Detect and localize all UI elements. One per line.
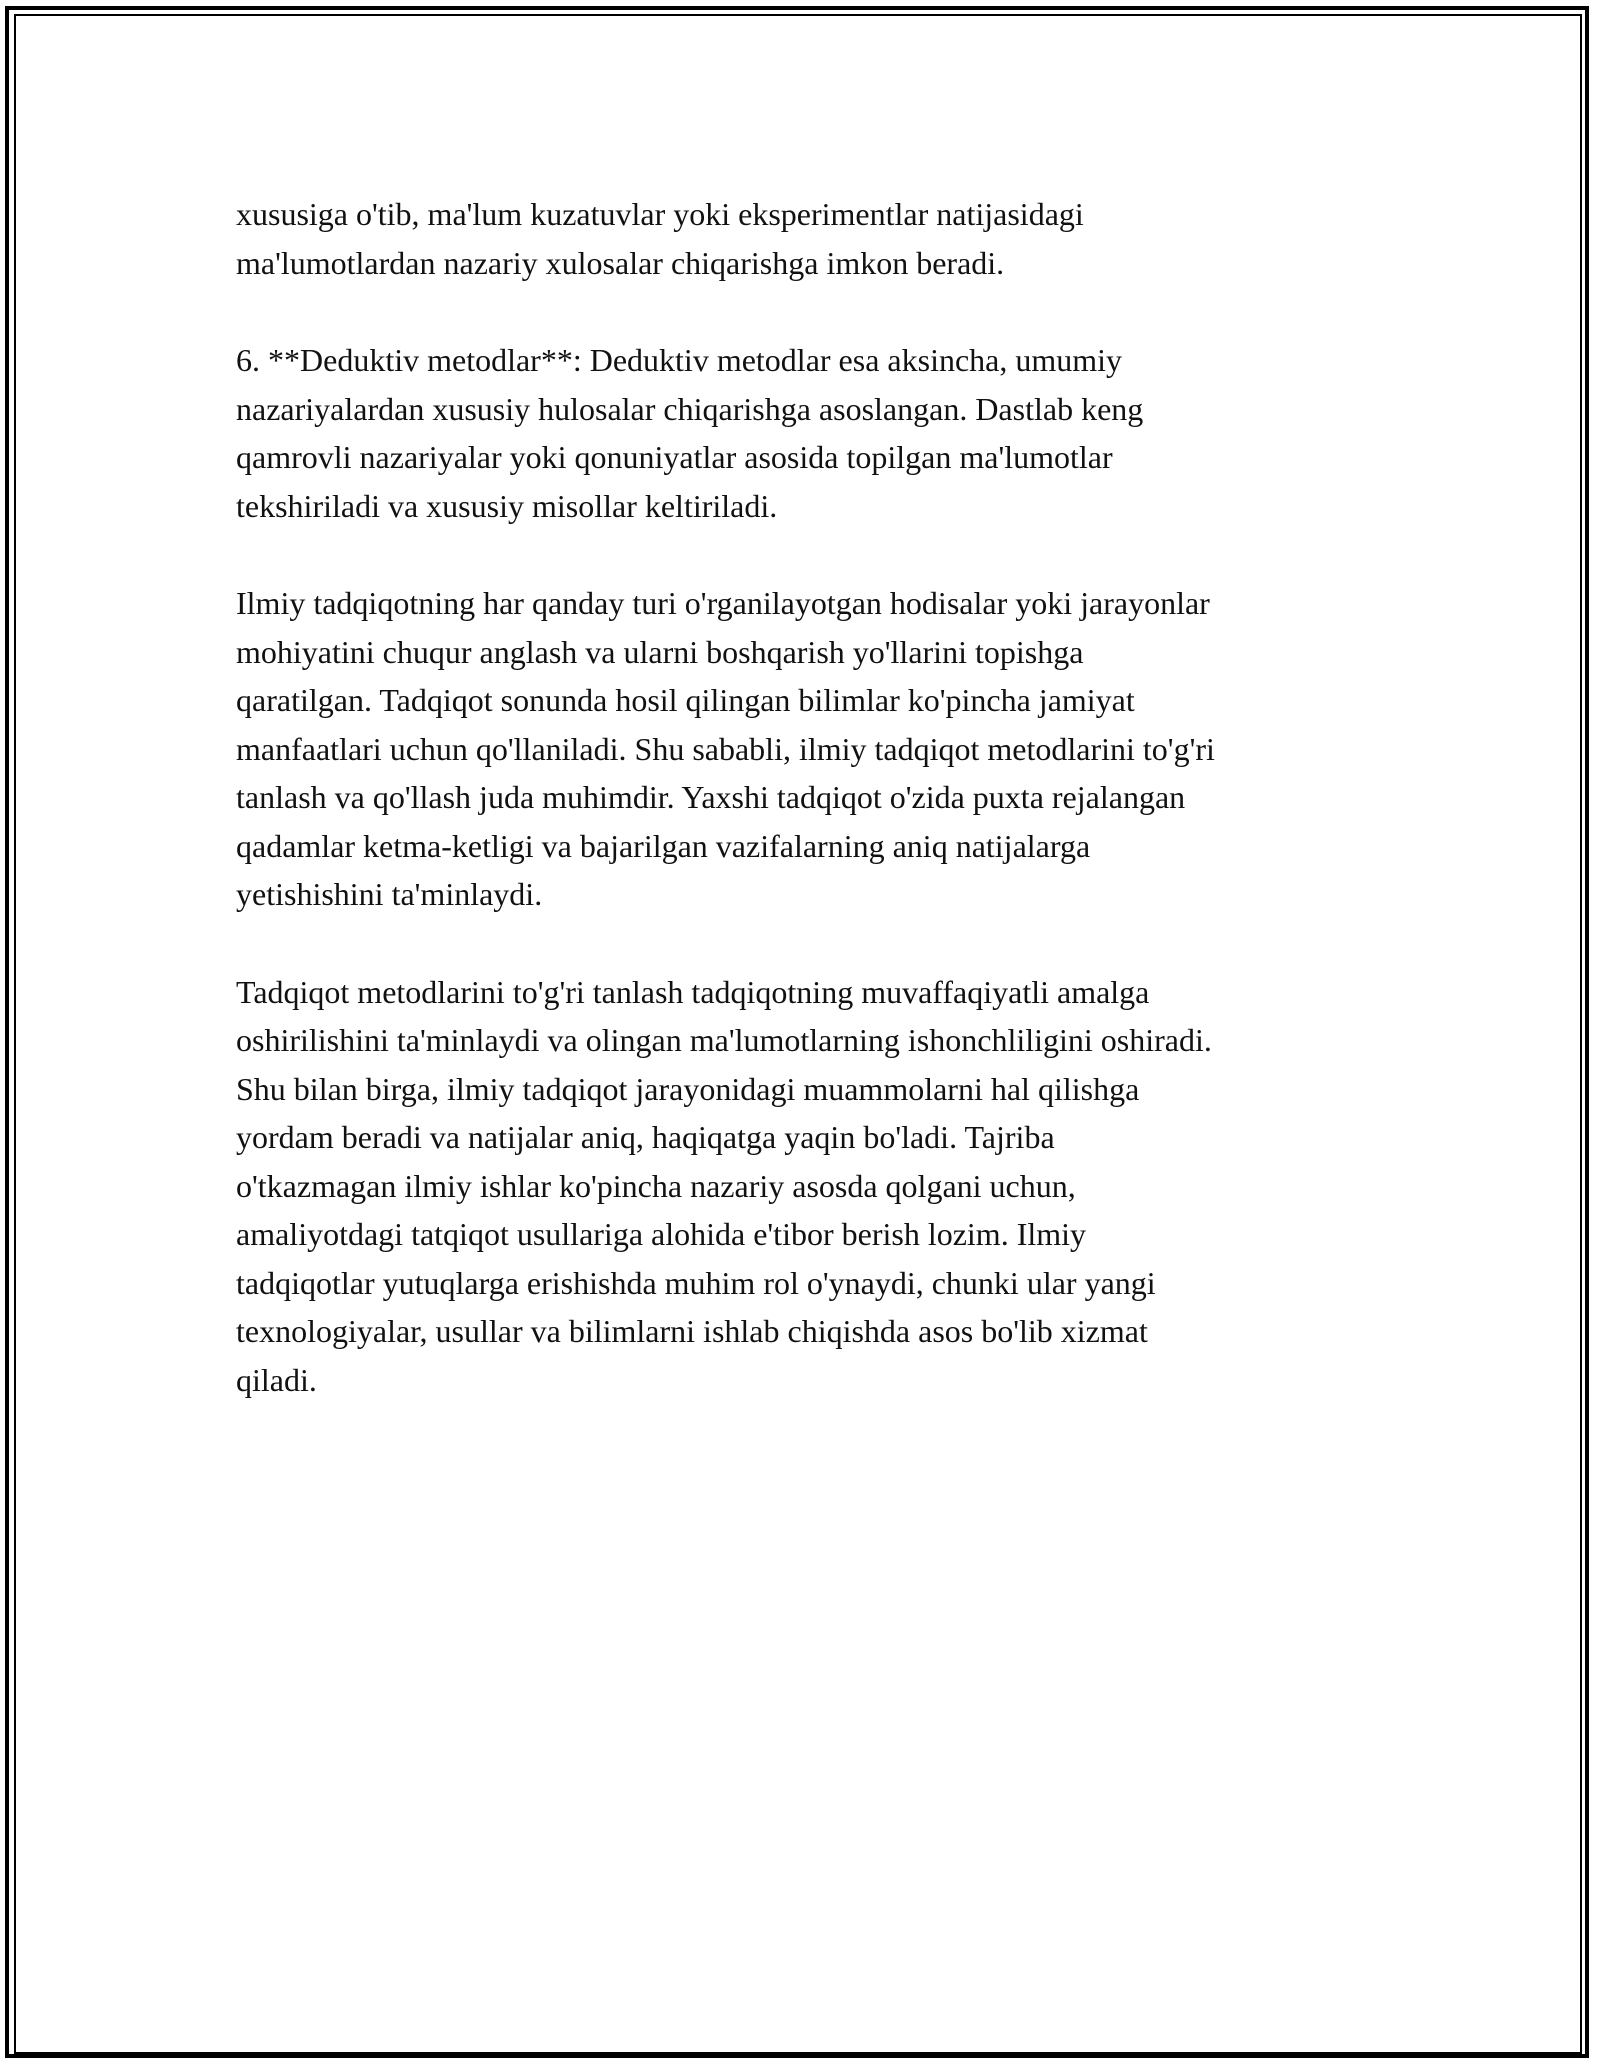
paragraph-method-selection: Tadqiqot metodlarini to'g'ri tanlash tadqiqotning muvaffaqiyatli amalga oshirilishini ta'minlaydi va olingan ma'lumotlarning ishonchliligini oshiradi. Shu bilan birga, ilmiy tadqiqot jarayonidagi muammolarni hal qilishga yordam beradi va natijalar aniq, haqiqatga yaqin bo'ladi. Tajriba o'tkazmagan ilmiy ishlar ko'pincha nazariy asosda qolgani uchun, amaliyotdagi tatqiqot usullariga alohida e'tibor berish lozim. Ilmiy tadqiqotlar yutuqlarga erishishda muhim rol o'ynaydi, chunki ular yangi texnologiyalar, usullar va bilimlarni ishlab chiqishda asos bo'lib xizmat qiladi. [236, 973, 1212, 1398]
paragraph-research-purpose: Ilmiy tadqiqotning har qanday turi o'rganilayotgan hodisalar yoki jarayonlar mohiyatini chuqur anglash va ularni boshqarish yo'llarini topishga qaratilgan. Tadqiqot sonunda hosil qilingan bilimlar ko'pincha jamiyat manfaatlari uchun qo'llaniladi. Shu sababli, ilmiy tadqiqot metodlarini to'g'ri tanlash va qo'llash juda muhimdir. Yaxshi tadqiqot o'zida puxta rejalangan qadamlar ketma-ketligi va bajarilgan vazifalarning aniq natijalarga yetishishini ta'minlaydi. [236, 585, 1215, 912]
paragraph-inductive-continuation: xususiga o'tib, ma'lum kuzatuvlar yoki eksperimentlar natijasidagi ma'lumotlardan nazariy xulosalar chiqarishga imkon beradi. [236, 196, 1084, 281]
paragraph-deductive-methods: 6. **Deduktiv metodlar**: Deduktiv metodlar esa aksincha, umumiy nazariyalardan xususiy hulosalar chiqarishga asoslangan. Dastlab keng qamrovli nazariyalar yoki qonuniyatlar asosida topilgan ma'lumotlar tekshiriladi va xususiy misollar keltiriladi. [236, 342, 1144, 524]
document-body [236, 190, 1376, 1404]
